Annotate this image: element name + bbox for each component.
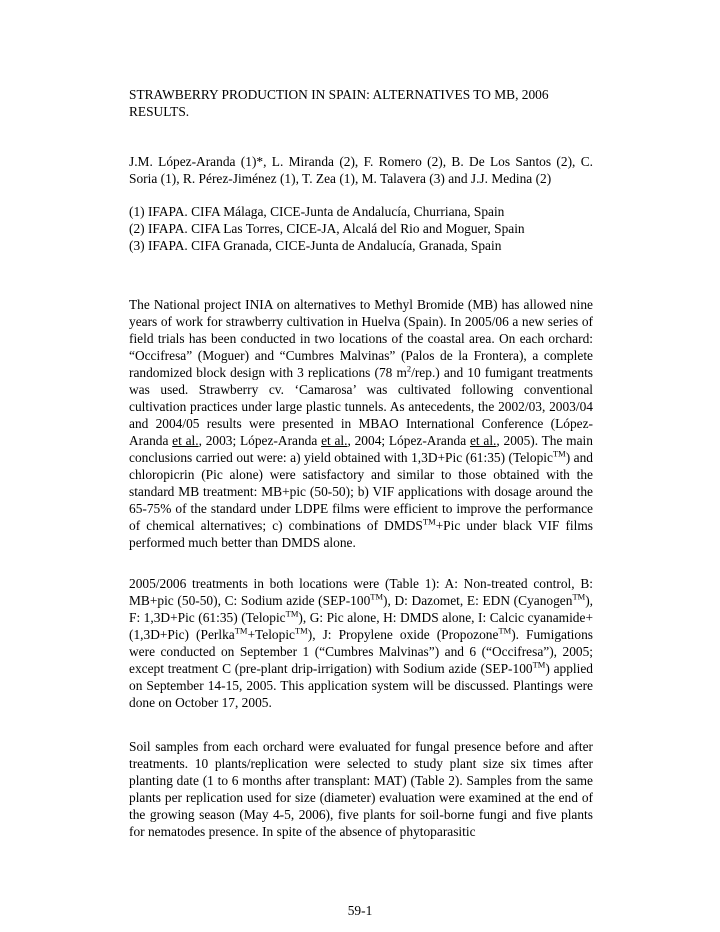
text-run: ), J: Propylene oxide (Propozone [307, 627, 499, 642]
citation-etal: et al. [321, 433, 348, 448]
trademark-superscript: TM [370, 591, 384, 602]
citation-etal: et al. [172, 433, 199, 448]
text-run: 2005/2006 treatments in both locations were (Table 1): A: Non-treated control, B: MB+pic (50-50), C: Sodium azide (SEP-100 [129, 576, 593, 608]
trademark-superscript: TM [234, 625, 248, 636]
affiliation-2: (2) IFAPA. CIFA Las Torres, CICE-JA, Alcalá del Rio and Moguer, Spain [129, 221, 525, 236]
affiliations [129, 203, 593, 254]
trademark-superscript: TM [285, 608, 299, 619]
trademark-superscript: TM [498, 625, 512, 636]
paragraph-treatments [129, 575, 593, 711]
paragraph-soil-samples: Soil samples from each orchard were evaluated for fungal presence before and after treatments. 10 plants/replication were selected to study plant size six times after planting date (1 to 6 months after transplant: MAT) (Table 2). Samples from the same plants per replication used for size (diameter) evaluation were examined at the end of the growing season (May 4-5, 2006), five plants for soil-borne fungi and five plants for nematodes presence. In spite of the absence of phytoparasitic [129, 739, 593, 839]
trademark-superscript: TM [552, 448, 566, 459]
citation-etal: et al. [469, 433, 497, 448]
paragraph-intro [129, 296, 593, 551]
text-run: ), D: Dazomet, E: EDN (Cyanogen [383, 593, 573, 608]
text-run: The National project INIA on alternatives to Methyl Bromide (MB) has allowed nine years of work for strawberry cultivation in Huelva (Spain). In 2005/06 a new series of field trials has been conducted in two locations of the coastal area. On each orchard: “Occifresa” (Moguer) and “Cumbres Malvinas” (Palos de la Frontera), a complete randomized block design with 3 replications (78 m [129, 297, 593, 380]
text-run: , 2004; López-Aranda [347, 433, 470, 448]
superscript: 2 [406, 363, 412, 374]
trademark-superscript: TM [572, 591, 586, 602]
text-run: ), G: Pic alone, H: DMDS alone, I: Calcic cyanamide+(1,3D+Pic) (Perlka [129, 610, 593, 642]
paper-title: STRAWBERRY PRODUCTION IN SPAIN: ALTERNATIVES TO MB, 2006 RESULTS. [129, 87, 549, 119]
text-run: , 2003; López-Aranda [198, 433, 322, 448]
author-list: J.M. López-Aranda (1)*, L. Miranda (2), F. Romero (2), B. De Los Santos (2), C. Soria (1), R. Pérez-Jiménez (1), T. Zea (1), M. Talavera (3) and J.J. Medina (2) [129, 154, 593, 186]
text-run: /rep.) and 10 fumigant treatments was used. Strawberry cv. ‘Camarosa’ was cultivated following conventional cultivation practices under large plastic tunnels. As antecedents, the 2002/03, 2003/04 and 2004/05 results were presented in MBAO International Conference (López-Aranda [129, 365, 593, 448]
page-number: 59-1 [347, 903, 373, 918]
trademark-superscript: TM [422, 516, 436, 527]
affiliation-3: (3) IFAPA. CIFA Granada, CICE-Junta de Andalucía, Granada, Spain [129, 238, 502, 253]
text-run: ). Fumigations were conducted on September 1 (“Cumbres Malvinas”) and 6 (“Occifresa”), 2005; except treatment C (pre-plant drip-irrigation) with Sodium azide (SEP-100 [129, 627, 593, 676]
text-run: , 2005). The main conclusions carried out were: a) yield obtained with 1,3D+Pic (61:35) (Telopic [129, 433, 593, 465]
affiliation-1: (1) IFAPA. CIFA Málaga, CICE-Junta de Andalucía, Churriana, Spain [129, 204, 505, 219]
text-run: ) applied on September 14-15, 2005. This application system will be discussed. Plantings were done on October 17, 2005. [129, 661, 593, 710]
text-run: +Telopic [247, 627, 295, 642]
text-run: ) and chloropicrin (Pic alone) were satisfactory and similar to those obtained with the standard MB treatment: MB+pic (50-50); b) VIF applications with dosage around the 65-75% of the standard under LDPE films were efficient to improve the performance of chemical alternatives; c) combinations of DMDS [129, 450, 593, 533]
trademark-superscript: TM [532, 659, 546, 670]
text-run: ), F: 1,3D+Pic (61:35) (Telopic [129, 593, 593, 625]
trademark-superscript: TM [294, 625, 308, 636]
text-run: +Pic under black VIF films performed much better than DMDS alone. [129, 518, 594, 550]
